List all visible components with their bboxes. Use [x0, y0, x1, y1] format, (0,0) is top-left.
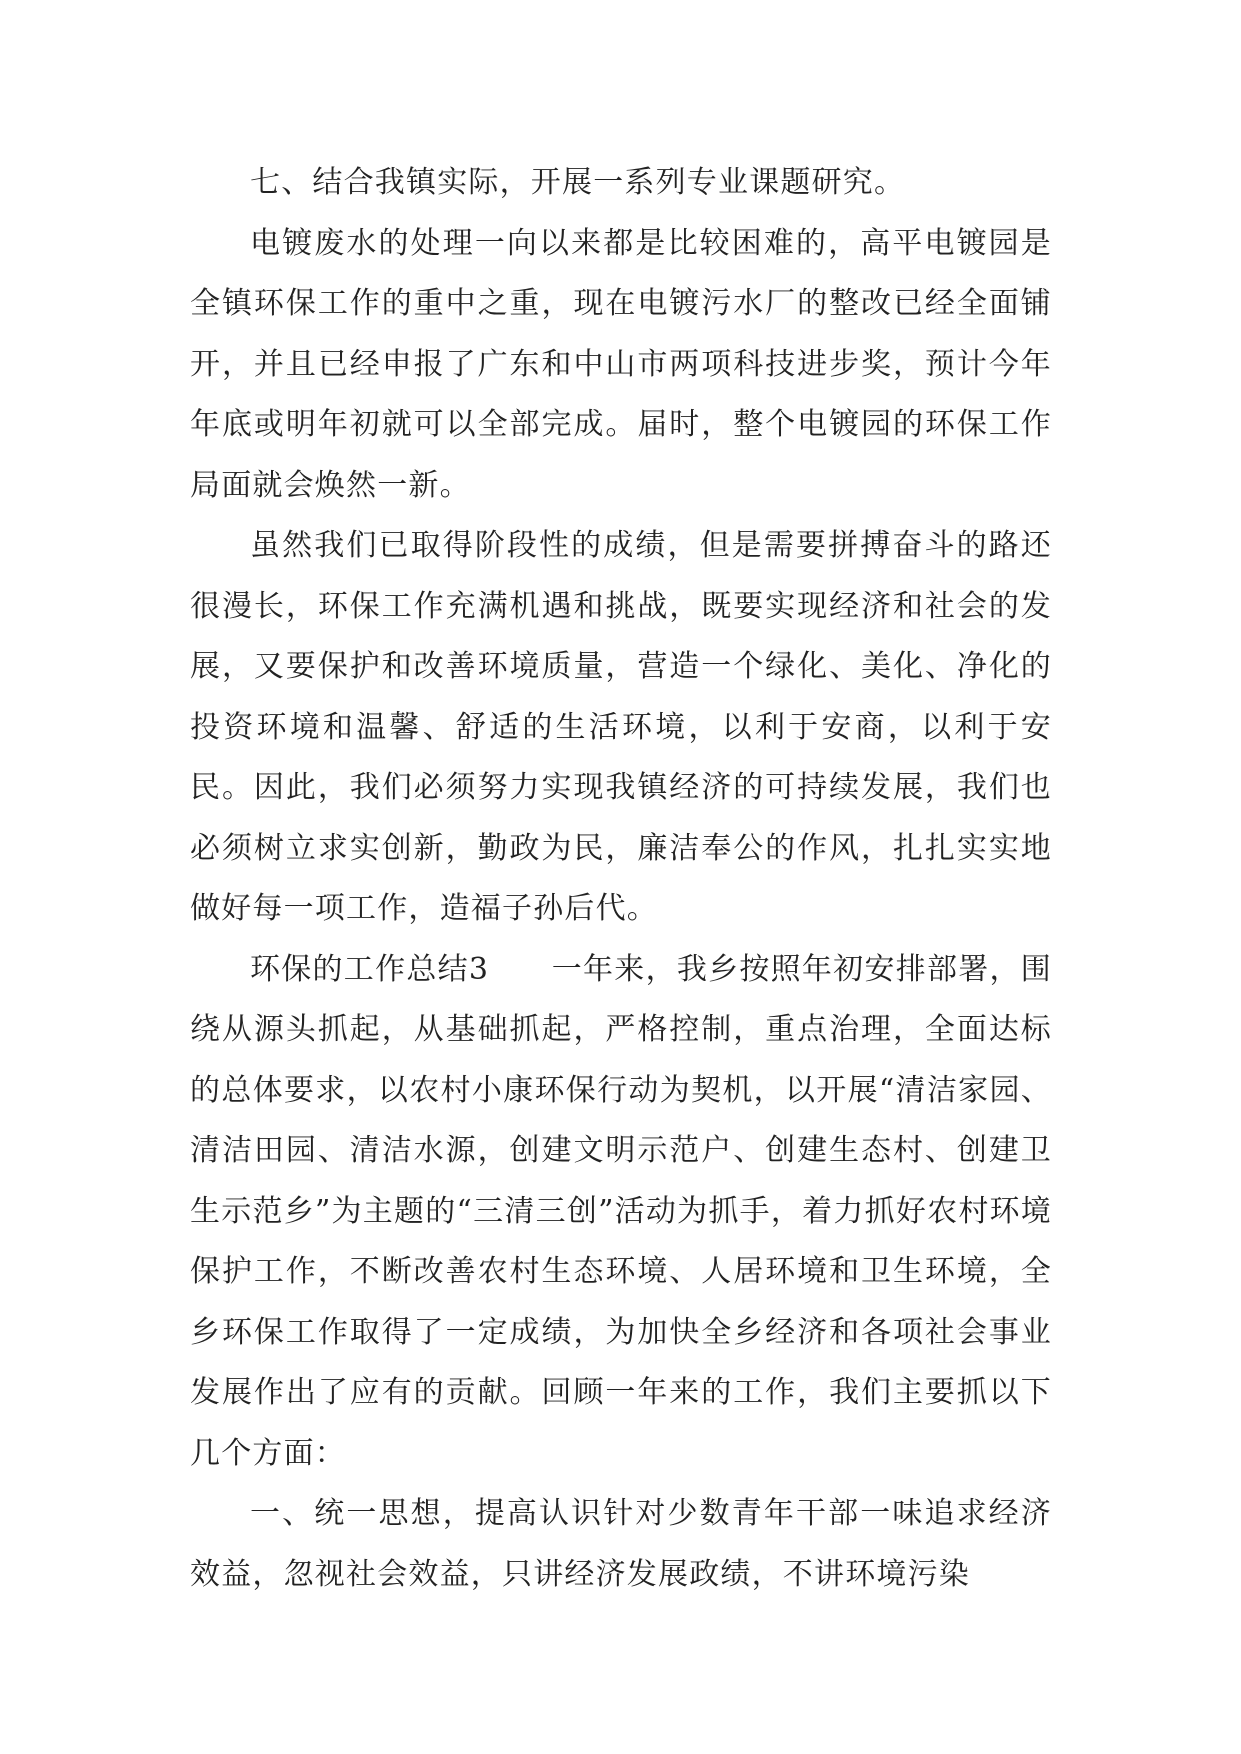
paragraph-summary-3: 环保的工作总结3 一年来，我乡按照年初安排部署，围绕从源头抓起，从基础抓起，严格控制，重点治理，全面达标的总体要求，以农村小康环保行动为契机，以开展“清洁家园、清洁田园、清洁水源，创建文明示范户、创建生态村、创建卫生示范乡”为主题的“三清三创”活动为抓手，着力抓好农村环境保护工作，不断改善农村生态环境、人居环境和卫生环境，全乡环保工作取得了一定成绩，为加快全乡经济和各项社会事业发展作出了应有的贡献。回顾一年来的工作，我们主要抓以下几个方面：	[190, 951, 1052, 1471]
section-heading-seven: 七、结合我镇实际，开展一系列专业课题研究。	[250, 165, 906, 200]
paragraph-achievements: 虽然我们已取得阶段性的成绩，但是需要拼搏奋斗的路还很漫长，环保工作充满机遇和挑战，既要实现经济和社会的发展，又要保护和改善环境质量，营造一个绿化、美化、净化的投资环境和温馨、舒适的生活环境，以利于安商，以利于安民。因此，我们必须努力实现我镇经济的可持续发展，我们也必须树立求实创新，勤政为民，廉洁奉公的作风，扎扎实实地做好每一项工作，造福子孙后代。	[190, 528, 1052, 926]
document-body	[190, 153, 1052, 1605]
paragraph-section-one: 一、统一思想，提高认识针对少数青年干部一味追求经济效益，忽视社会效益，只讲经济发展政绩，不讲环境污染	[190, 1496, 1052, 1592]
paragraph-electroplating: 电镀废水的处理一向以来都是比较困难的，高平电镀园是全镇环保工作的重中之重，现在电镀污水厂的整改已经全面铺开，并且已经申报了广东和中山市两项科技进步奖，预计今年年底或明年初就可以全部完成。届时，整个电镀园的环保工作局面就会焕然一新。	[190, 225, 1052, 503]
